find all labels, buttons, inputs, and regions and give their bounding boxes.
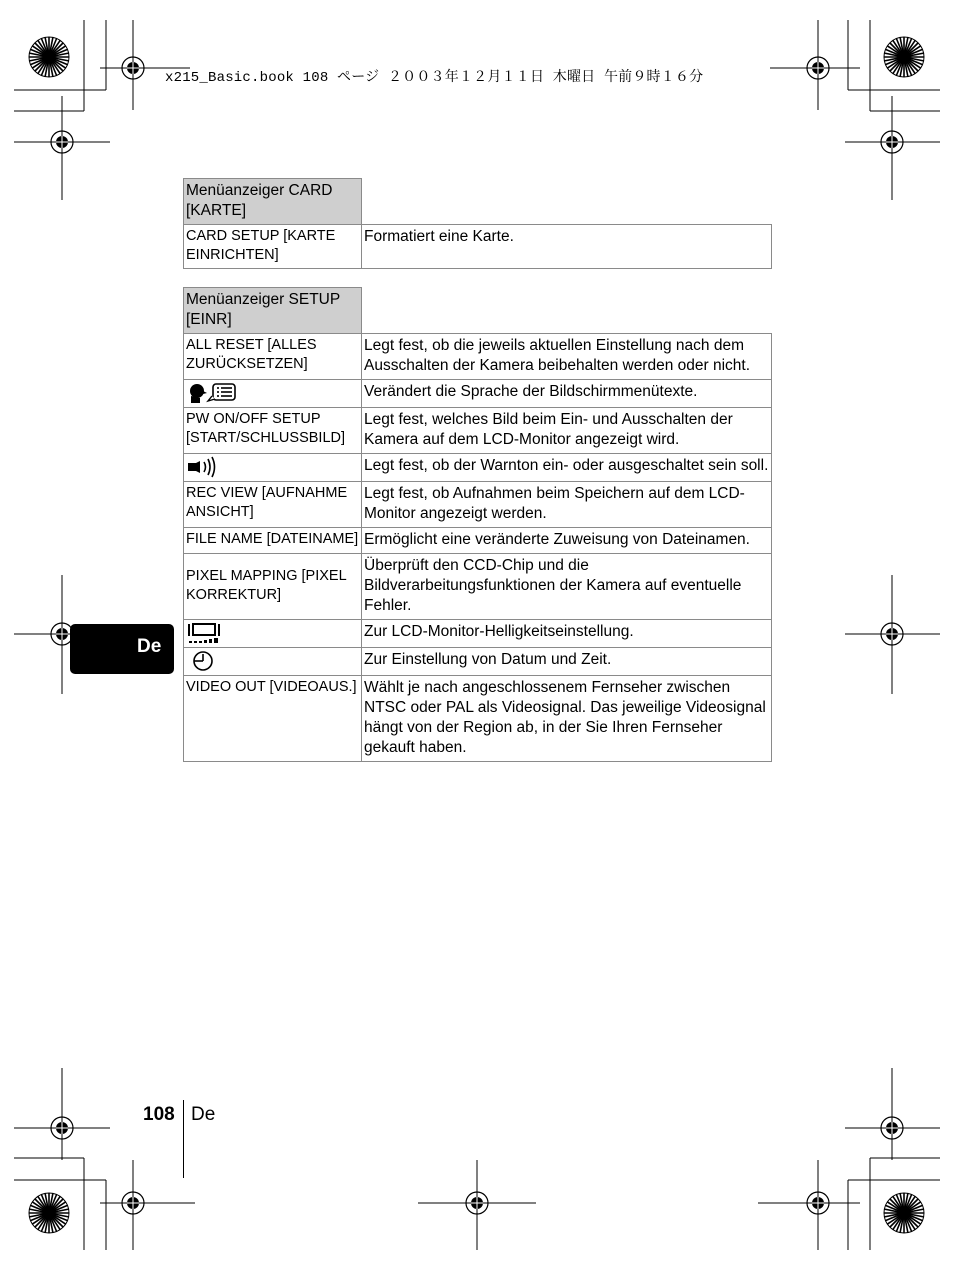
row-value: Ermöglicht eine veränderte Zuweisung von Dateinamen. bbox=[362, 528, 772, 554]
row-value: Legt fest, welches Bild beim Ein- und Ausschalten der Kamera auf dem LCD-Monitor angezeigt wird. bbox=[362, 408, 772, 454]
setup-menu-table bbox=[183, 287, 772, 762]
printer-slug-line: x215_Basic.book 108 ページ ２００３年１２月１１日 木曜日 午前９時１６分 bbox=[165, 70, 704, 86]
row-key bbox=[184, 454, 362, 482]
monitor-brightness-icon bbox=[186, 622, 222, 644]
table-row bbox=[184, 676, 772, 762]
table-row bbox=[184, 482, 772, 528]
table-row bbox=[184, 620, 772, 648]
language-icon bbox=[186, 382, 238, 404]
row-key bbox=[184, 648, 362, 676]
row-value: Legt fest, ob der Warnton ein- oder ausgeschaltet sein soll. bbox=[362, 454, 772, 482]
row-key bbox=[184, 380, 362, 408]
table-row bbox=[184, 225, 772, 269]
table-row bbox=[184, 454, 772, 482]
table-row bbox=[184, 334, 772, 380]
setup-menu-heading: Menüanzeiger SETUP [EINR] bbox=[184, 288, 362, 334]
table-row bbox=[184, 528, 772, 554]
table-row bbox=[184, 380, 772, 408]
card-menu-heading: Menüanzeiger CARD [KARTE] bbox=[184, 179, 362, 225]
row-value: Wählt je nach angeschlossenem Fernseher zwischen NTSC oder PAL als Videosignal. Das jeweilige Videosignal hängt von der Region ab, in der Sie Ihren Fernseher gekauft haben. bbox=[362, 676, 772, 762]
language-side-tab: De bbox=[70, 624, 174, 674]
row-value: Zur Einstellung von Datum und Zeit. bbox=[362, 648, 772, 676]
row-value: Formatiert eine Karte. bbox=[362, 225, 772, 269]
row-key: PW ON/OFF SETUP [START/SCHLUSSBILD] bbox=[184, 408, 362, 454]
table-row bbox=[184, 554, 772, 620]
row-key: REC VIEW [AUFNAHME ANSICHT] bbox=[184, 482, 362, 528]
row-value: Verändert die Sprache der Bildschirmmenütexte. bbox=[362, 380, 772, 408]
row-value: Zur LCD-Monitor-Helligkeitseinstellung. bbox=[362, 620, 772, 648]
card-menu-table bbox=[183, 178, 772, 269]
speaker-icon bbox=[186, 456, 218, 478]
row-key: ALL RESET [ALLES ZURÜCKSETZEN] bbox=[184, 334, 362, 380]
clock-icon bbox=[186, 650, 218, 672]
row-value: Legt fest, ob Aufnahmen beim Speichern auf dem LCD-Monitor angezeigt werden. bbox=[362, 482, 772, 528]
row-key: PIXEL MAPPING [PIXEL KORREKTUR] bbox=[184, 554, 362, 620]
row-key bbox=[184, 620, 362, 648]
table-row bbox=[184, 648, 772, 676]
footer-divider bbox=[183, 1100, 184, 1178]
row-value: Überprüft den CCD-Chip und die Bildverarbeitungsfunktionen der Kamera auf eventuelle Fehler. bbox=[362, 554, 772, 620]
row-value: Legt fest, ob die jeweils aktuellen Einstellung nach dem Ausschalten der Kamera beibehalten werden oder nicht. bbox=[362, 334, 772, 380]
row-key: VIDEO OUT [VIDEOAUS.] bbox=[184, 676, 362, 762]
table-row bbox=[184, 408, 772, 454]
row-key: FILE NAME [DATEINAME] bbox=[184, 528, 362, 554]
page-number: 108 bbox=[143, 1104, 175, 1125]
footer-language: De bbox=[191, 1104, 216, 1125]
row-key: CARD SETUP [KARTE EINRICHTEN] bbox=[184, 225, 362, 269]
